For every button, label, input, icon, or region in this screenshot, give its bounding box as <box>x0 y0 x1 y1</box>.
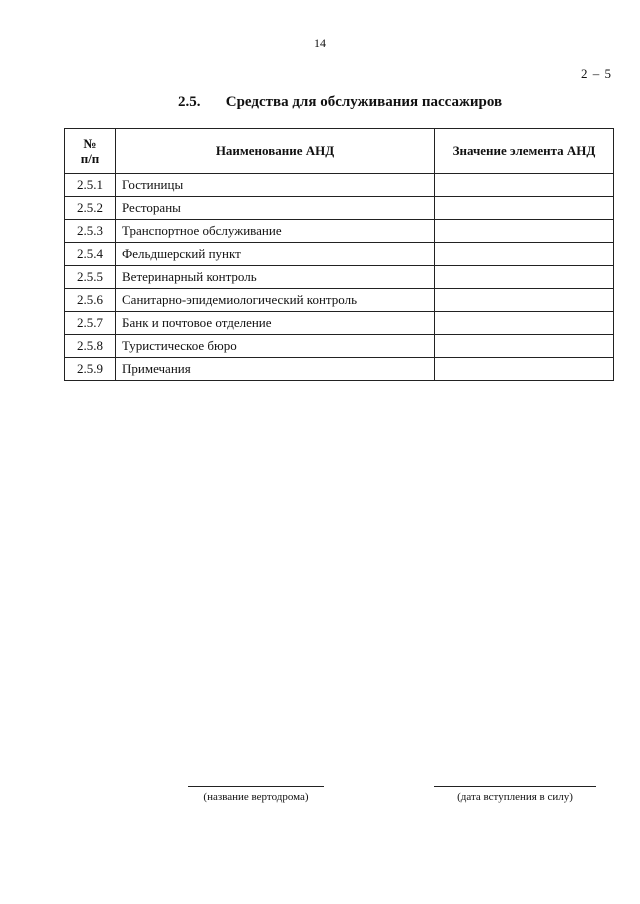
header-name: Наименование АНД <box>116 129 435 174</box>
row-name-cell: Туристическое бюро <box>116 335 435 358</box>
row-name-cell: Примечания <box>116 358 435 381</box>
row-value-cell <box>435 312 614 335</box>
section-number: 2.5. <box>178 94 201 110</box>
row-value-cell <box>435 243 614 266</box>
row-number-cell: 2.5.3 <box>65 220 116 243</box>
table-row <box>65 358 614 381</box>
header-num <box>65 129 116 174</box>
form-code: 2 – 5 <box>581 66 612 81</box>
row-value-cell <box>435 197 614 220</box>
row-value-cell <box>435 358 614 381</box>
row-number-cell: 2.5.7 <box>65 312 116 335</box>
and-table <box>64 128 614 381</box>
row-name-cell: Гостиницы <box>116 174 435 197</box>
row-name-cell: Рестораны <box>116 197 435 220</box>
table-row <box>65 335 614 358</box>
table-row <box>65 289 614 312</box>
page-number: 14 <box>314 36 326 50</box>
row-name-cell: Транспортное обслуживание <box>116 220 435 243</box>
row-name-cell: Банк и почтовое отделение <box>116 312 435 335</box>
table-header-row <box>65 129 614 174</box>
table-row <box>65 174 614 197</box>
header-value: Значение элемента АНД <box>435 129 614 174</box>
row-number-cell: 2.5.2 <box>65 197 116 220</box>
signature-aerodrome-name: (название вертодрома) <box>188 786 324 803</box>
section-title: Средства для обслуживания пассажиров <box>225 94 503 110</box>
row-number-cell: 2.5.8 <box>65 335 116 358</box>
row-value-cell <box>435 220 614 243</box>
row-value-cell <box>435 289 614 312</box>
section-heading <box>178 94 502 111</box>
row-number-cell: 2.5.1 <box>65 174 116 197</box>
row-name-cell: Фельдшерский пункт <box>116 243 435 266</box>
table-row <box>65 220 614 243</box>
header-num-abbr: п/п <box>80 151 100 166</box>
row-number-cell: 2.5.4 <box>65 243 116 266</box>
row-value-cell <box>435 266 614 289</box>
signature-effective-date: (дата вступления в силу) <box>434 786 596 803</box>
table-row <box>65 243 614 266</box>
row-name-cell: Санитарно-эпидемиологический контроль <box>116 289 435 312</box>
header-num-symbol: № <box>83 136 97 151</box>
table-row <box>65 197 614 220</box>
row-name-cell: Ветеринарный контроль <box>116 266 435 289</box>
row-number-cell: 2.5.6 <box>65 289 116 312</box>
row-value-cell <box>435 174 614 197</box>
table-row <box>65 266 614 289</box>
table-row <box>65 312 614 335</box>
row-number-cell: 2.5.9 <box>65 358 116 381</box>
row-number-cell: 2.5.5 <box>65 266 116 289</box>
row-value-cell <box>435 335 614 358</box>
